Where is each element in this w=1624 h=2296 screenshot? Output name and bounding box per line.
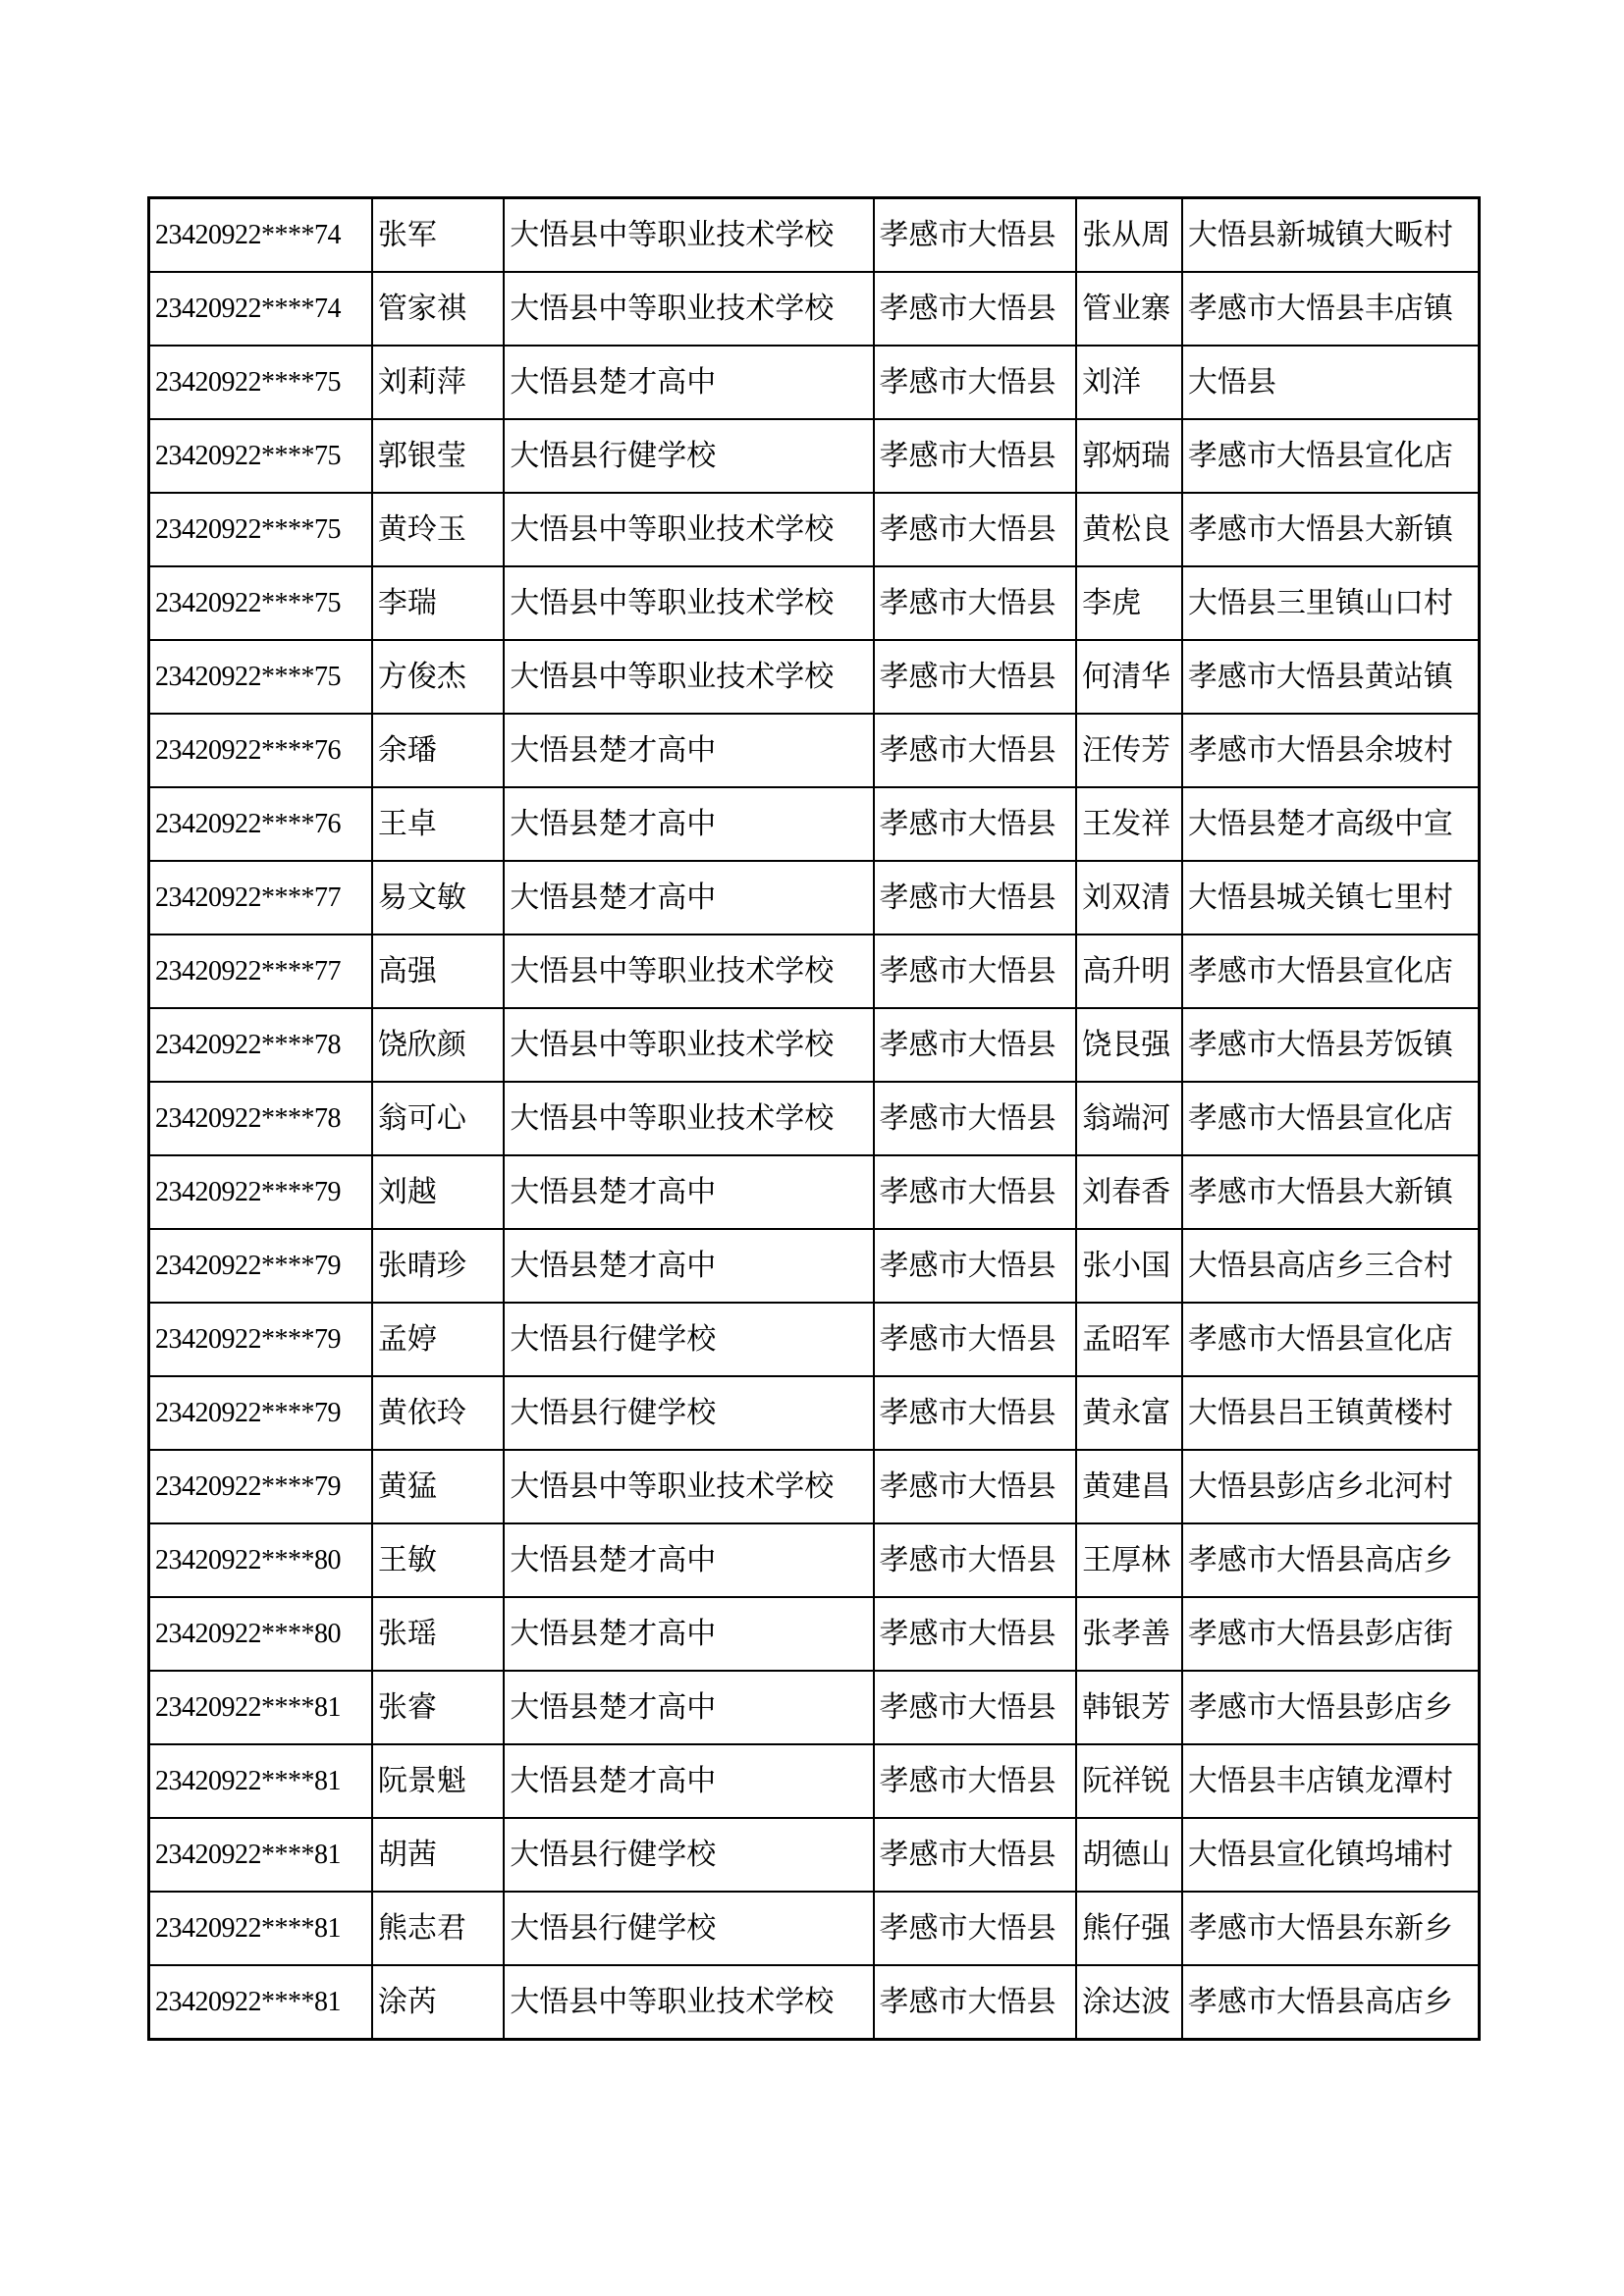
guardian-name-cell: 孟昭军 (1076, 1303, 1182, 1376)
school-cell: 大悟县中等职业技术学校 (504, 566, 873, 640)
school-cell: 大悟县行健学校 (504, 1818, 873, 1892)
region-cell: 孝感市大悟县 (874, 198, 1077, 273)
school-cell: 大悟县楚才高中 (504, 1523, 873, 1597)
student-name-cell: 黄玲玉 (372, 493, 504, 566)
region-cell: 孝感市大悟县 (874, 1155, 1077, 1229)
student-id-cell: 23420922****80 (149, 1597, 372, 1671)
table-row (149, 787, 1480, 861)
address-cell: 孝感市大悟县宣化店 (1182, 1082, 1480, 1155)
table-row (149, 1818, 1480, 1892)
student-id-cell: 23420922****74 (149, 272, 372, 346)
address-cell: 孝感市大悟县宣化店 (1182, 419, 1480, 493)
guardian-name-cell: 何清华 (1076, 640, 1182, 714)
guardian-name-cell: 李虎 (1076, 566, 1182, 640)
address-cell: 孝感市大悟县东新乡 (1182, 1892, 1480, 1965)
address-cell: 孝感市大悟县高店乡 (1182, 1523, 1480, 1597)
guardian-name-cell: 黄建昌 (1076, 1450, 1182, 1523)
region-cell: 孝感市大悟县 (874, 1008, 1077, 1082)
address-cell: 大悟县城关镇七里村 (1182, 861, 1480, 934)
address-cell: 大悟县三里镇山口村 (1182, 566, 1480, 640)
student-name-cell: 张晴珍 (372, 1229, 504, 1303)
student-id-cell: 23420922****75 (149, 493, 372, 566)
student-name-cell: 翁可心 (372, 1082, 504, 1155)
student-id-cell: 23420922****75 (149, 640, 372, 714)
guardian-name-cell: 刘洋 (1076, 346, 1182, 419)
region-cell: 孝感市大悟县 (874, 1082, 1077, 1155)
student-name-cell: 刘莉萍 (372, 346, 504, 419)
student-name-cell: 方俊杰 (372, 640, 504, 714)
student-id-cell: 23420922****79 (149, 1155, 372, 1229)
school-cell: 大悟县行健学校 (504, 1303, 873, 1376)
table-row (149, 1892, 1480, 1965)
student-name-cell: 涂芮 (372, 1965, 504, 2040)
student-name-cell: 张军 (372, 198, 504, 273)
table-row (149, 640, 1480, 714)
guardian-name-cell: 涂达波 (1076, 1965, 1182, 2040)
guardian-name-cell: 韩银芳 (1076, 1671, 1182, 1744)
student-id-cell: 23420922****81 (149, 1892, 372, 1965)
school-cell: 大悟县楚才高中 (504, 861, 873, 934)
student-name-cell: 王敏 (372, 1523, 504, 1597)
student-id-cell: 23420922****81 (149, 1744, 372, 1818)
region-cell: 孝感市大悟县 (874, 1892, 1077, 1965)
address-cell: 孝感市大悟县彭店乡 (1182, 1671, 1480, 1744)
student-id-cell: 23420922****76 (149, 787, 372, 861)
student-id-cell: 23420922****74 (149, 198, 372, 273)
student-id-cell: 23420922****77 (149, 934, 372, 1008)
table-row (149, 1450, 1480, 1523)
address-cell: 孝感市大悟县丰店镇 (1182, 272, 1480, 346)
region-cell: 孝感市大悟县 (874, 1965, 1077, 2040)
guardian-name-cell: 阮祥锐 (1076, 1744, 1182, 1818)
table-row (149, 198, 1480, 273)
address-cell: 大悟县新城镇大畈村 (1182, 198, 1480, 273)
guardian-name-cell: 张孝善 (1076, 1597, 1182, 1671)
address-cell: 孝感市大悟县彭店街 (1182, 1597, 1480, 1671)
school-cell: 大悟县楚才高中 (504, 1597, 873, 1671)
address-cell: 大悟县丰店镇龙潭村 (1182, 1744, 1480, 1818)
region-cell: 孝感市大悟县 (874, 1376, 1077, 1450)
table-row (149, 493, 1480, 566)
table-row (149, 1229, 1480, 1303)
school-cell: 大悟县楚才高中 (504, 1671, 873, 1744)
region-cell: 孝感市大悟县 (874, 566, 1077, 640)
school-cell: 大悟县中等职业技术学校 (504, 1082, 873, 1155)
school-cell: 大悟县中等职业技术学校 (504, 1450, 873, 1523)
address-cell: 大悟县 (1182, 346, 1480, 419)
student-name-cell: 张瑶 (372, 1597, 504, 1671)
student-id-cell: 23420922****75 (149, 419, 372, 493)
student-name-cell: 郭银莹 (372, 419, 504, 493)
region-cell: 孝感市大悟县 (874, 1744, 1077, 1818)
region-cell: 孝感市大悟县 (874, 493, 1077, 566)
region-cell: 孝感市大悟县 (874, 419, 1077, 493)
student-id-cell: 23420922****80 (149, 1523, 372, 1597)
school-cell: 大悟县中等职业技术学校 (504, 934, 873, 1008)
address-cell: 孝感市大悟县黄站镇 (1182, 640, 1480, 714)
address-cell: 孝感市大悟县大新镇 (1182, 493, 1480, 566)
guardian-name-cell: 张小国 (1076, 1229, 1182, 1303)
student-name-cell: 饶欣颜 (372, 1008, 504, 1082)
region-cell: 孝感市大悟县 (874, 714, 1077, 787)
student-name-cell: 黄依玲 (372, 1376, 504, 1450)
school-cell: 大悟县中等职业技术学校 (504, 640, 873, 714)
guardian-name-cell: 黄永富 (1076, 1376, 1182, 1450)
student-name-cell: 管家祺 (372, 272, 504, 346)
guardian-name-cell: 黄松良 (1076, 493, 1182, 566)
guardian-name-cell: 王厚林 (1076, 1523, 1182, 1597)
table-row (149, 1965, 1480, 2040)
student-name-cell: 王卓 (372, 787, 504, 861)
guardian-name-cell: 高升明 (1076, 934, 1182, 1008)
table-row (149, 714, 1480, 787)
student-id-cell: 23420922****79 (149, 1303, 372, 1376)
address-cell: 孝感市大悟县芳饭镇 (1182, 1008, 1480, 1082)
table-row (149, 1376, 1480, 1450)
address-cell: 孝感市大悟县宣化店 (1182, 1303, 1480, 1376)
table-row (149, 566, 1480, 640)
student-id-cell: 23420922****81 (149, 1818, 372, 1892)
guardian-name-cell: 刘双清 (1076, 861, 1182, 934)
school-cell: 大悟县行健学校 (504, 1376, 873, 1450)
school-cell: 大悟县楚才高中 (504, 1229, 873, 1303)
table-row (149, 1008, 1480, 1082)
table-row (149, 1523, 1480, 1597)
region-cell: 孝感市大悟县 (874, 1303, 1077, 1376)
guardian-name-cell: 翁端河 (1076, 1082, 1182, 1155)
region-cell: 孝感市大悟县 (874, 346, 1077, 419)
student-id-cell: 23420922****75 (149, 346, 372, 419)
address-cell: 孝感市大悟县大新镇 (1182, 1155, 1480, 1229)
student-name-cell: 黄猛 (372, 1450, 504, 1523)
roster-table (147, 196, 1481, 2041)
region-cell: 孝感市大悟县 (874, 934, 1077, 1008)
region-cell: 孝感市大悟县 (874, 1597, 1077, 1671)
region-cell: 孝感市大悟县 (874, 272, 1077, 346)
school-cell: 大悟县楚才高中 (504, 1155, 873, 1229)
address-cell: 孝感市大悟县宣化店 (1182, 934, 1480, 1008)
guardian-name-cell: 郭炳瑞 (1076, 419, 1182, 493)
address-cell: 大悟县彭店乡北河村 (1182, 1450, 1480, 1523)
table-row (149, 1744, 1480, 1818)
table-row (149, 1303, 1480, 1376)
student-id-cell: 23420922****81 (149, 1965, 372, 2040)
student-name-cell: 刘越 (372, 1155, 504, 1229)
school-cell: 大悟县中等职业技术学校 (504, 1965, 873, 2040)
student-id-cell: 23420922****76 (149, 714, 372, 787)
address-cell: 大悟县楚才高级中宣 (1182, 787, 1480, 861)
school-cell: 大悟县中等职业技术学校 (504, 493, 873, 566)
school-cell: 大悟县楚才高中 (504, 787, 873, 861)
school-cell: 大悟县行健学校 (504, 419, 873, 493)
school-cell: 大悟县楚才高中 (504, 714, 873, 787)
table-row (149, 419, 1480, 493)
guardian-name-cell: 汪传芳 (1076, 714, 1182, 787)
guardian-name-cell: 熊仔强 (1076, 1892, 1182, 1965)
school-cell: 大悟县楚才高中 (504, 1744, 873, 1818)
student-id-cell: 23420922****75 (149, 566, 372, 640)
table-row (149, 1082, 1480, 1155)
school-cell: 大悟县中等职业技术学校 (504, 272, 873, 346)
table-row (149, 861, 1480, 934)
student-name-cell: 阮景魁 (372, 1744, 504, 1818)
student-name-cell: 李瑞 (372, 566, 504, 640)
student-name-cell: 易文敏 (372, 861, 504, 934)
table-row (149, 934, 1480, 1008)
table-row (149, 1671, 1480, 1744)
address-cell: 大悟县高店乡三合村 (1182, 1229, 1480, 1303)
student-name-cell: 高强 (372, 934, 504, 1008)
address-cell: 大悟县吕王镇黄楼村 (1182, 1376, 1480, 1450)
student-id-cell: 23420922****78 (149, 1082, 372, 1155)
address-cell: 大悟县宣化镇坞埔村 (1182, 1818, 1480, 1892)
region-cell: 孝感市大悟县 (874, 1818, 1077, 1892)
student-name-cell: 熊志君 (372, 1892, 504, 1965)
region-cell: 孝感市大悟县 (874, 861, 1077, 934)
region-cell: 孝感市大悟县 (874, 1229, 1077, 1303)
table-row (149, 272, 1480, 346)
guardian-name-cell: 张从周 (1076, 198, 1182, 273)
table-row (149, 346, 1480, 419)
region-cell: 孝感市大悟县 (874, 1671, 1077, 1744)
guardian-name-cell: 管业寨 (1076, 272, 1182, 346)
region-cell: 孝感市大悟县 (874, 787, 1077, 861)
region-cell: 孝感市大悟县 (874, 640, 1077, 714)
school-cell: 大悟县中等职业技术学校 (504, 198, 873, 273)
address-cell: 孝感市大悟县高店乡 (1182, 1965, 1480, 2040)
guardian-name-cell: 饶艮强 (1076, 1008, 1182, 1082)
guardian-name-cell: 胡德山 (1076, 1818, 1182, 1892)
student-id-cell: 23420922****77 (149, 861, 372, 934)
region-cell: 孝感市大悟县 (874, 1523, 1077, 1597)
roster-table-body (149, 198, 1480, 2040)
school-cell: 大悟县中等职业技术学校 (504, 1008, 873, 1082)
table-row (149, 1155, 1480, 1229)
student-id-cell: 23420922****79 (149, 1376, 372, 1450)
student-id-cell: 23420922****78 (149, 1008, 372, 1082)
guardian-name-cell: 刘春香 (1076, 1155, 1182, 1229)
student-id-cell: 23420922****79 (149, 1450, 372, 1523)
table-row (149, 1597, 1480, 1671)
school-cell: 大悟县楚才高中 (504, 346, 873, 419)
school-cell: 大悟县行健学校 (504, 1892, 873, 1965)
address-cell: 孝感市大悟县余坡村 (1182, 714, 1480, 787)
student-name-cell: 张睿 (372, 1671, 504, 1744)
student-name-cell: 胡茜 (372, 1818, 504, 1892)
student-id-cell: 23420922****79 (149, 1229, 372, 1303)
student-name-cell: 余璠 (372, 714, 504, 787)
region-cell: 孝感市大悟县 (874, 1450, 1077, 1523)
student-name-cell: 孟婷 (372, 1303, 504, 1376)
student-id-cell: 23420922****81 (149, 1671, 372, 1744)
guardian-name-cell: 王发祥 (1076, 787, 1182, 861)
